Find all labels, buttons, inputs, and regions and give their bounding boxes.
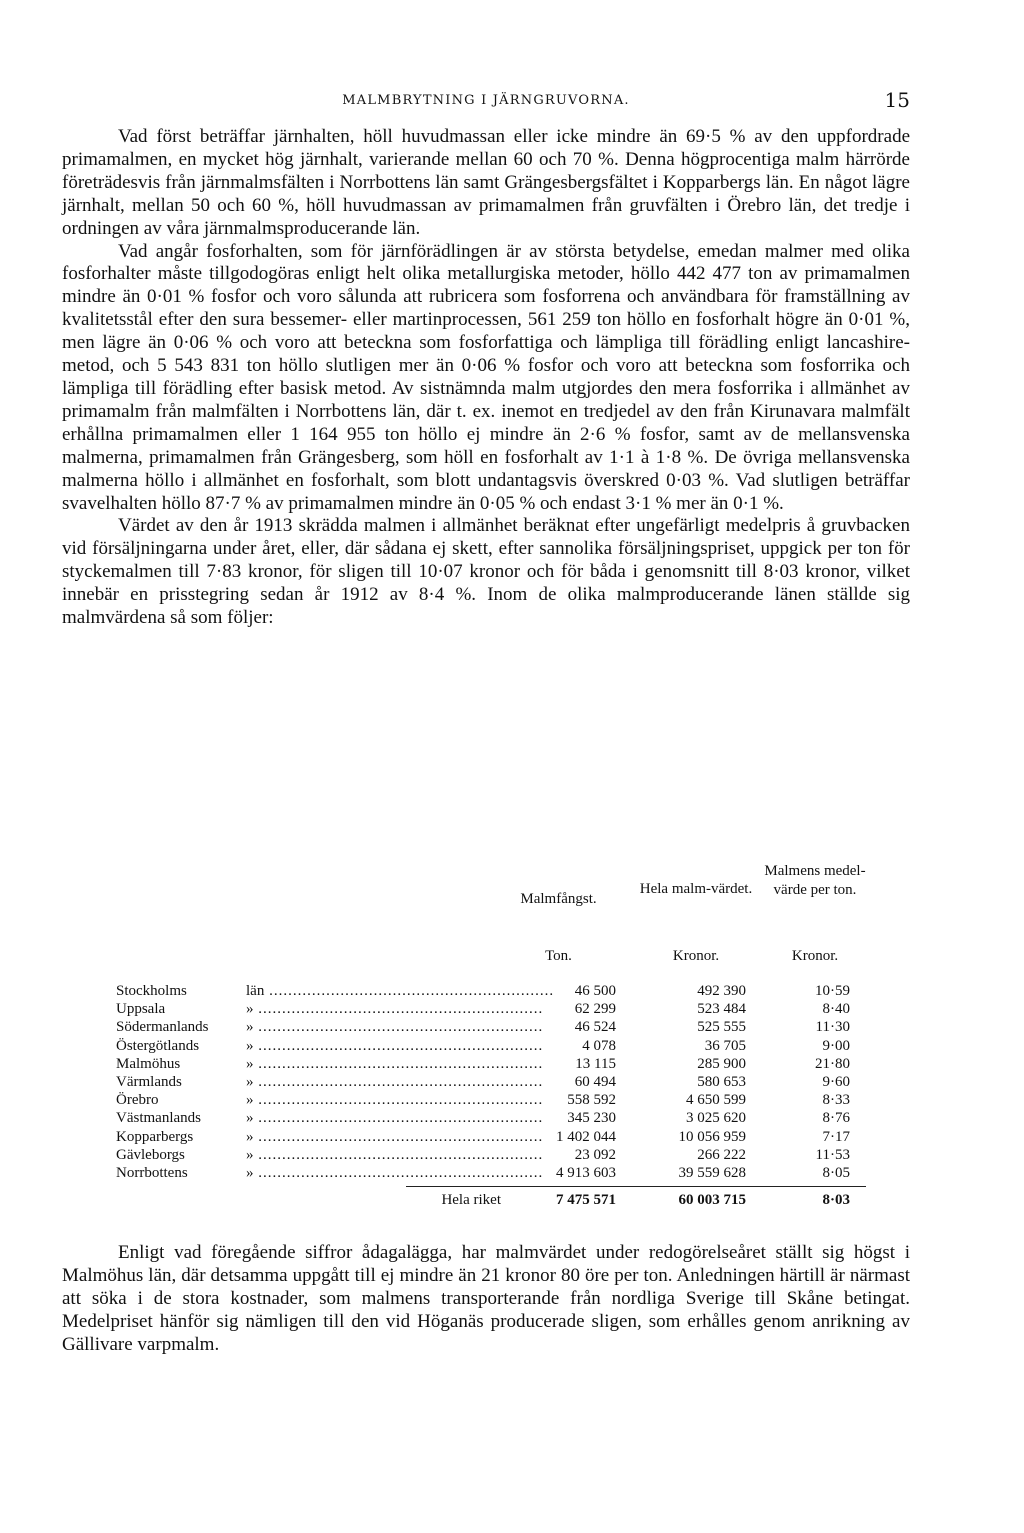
table-row [116, 1000, 866, 1018]
unit-kronor: Kronor. [672, 948, 720, 964]
lan-label: län [246, 983, 265, 999]
total-value-cell: 580 653 [697, 1073, 746, 1090]
county-lan [246, 982, 555, 1000]
county-name: Stockholms [116, 983, 187, 999]
county-name: Kopparbergs [116, 1128, 194, 1145]
per-ton-value: 8·40 [822, 1001, 850, 1018]
county-name: Örebro [116, 1092, 159, 1109]
county-lan [246, 1091, 544, 1109]
total-label: Hela riket [441, 1192, 501, 1209]
per-ton-value: 21·80 [815, 1055, 850, 1072]
total-value-cell: 285 900 [697, 1055, 746, 1072]
closing-text [62, 1242, 910, 1357]
table-row [116, 1091, 866, 1109]
leader-dots: ............................................................ [253, 1110, 544, 1127]
total-per-ton: 8·03 [822, 1192, 850, 1209]
county-lan [246, 1037, 544, 1055]
paragraph-iron-content: Vad först beträffar järnhalten, höll huvudmassan eller icke mindre än 69·5 % av den uppfordrade primamalmen, en mycket hög järnhalt, varierande mellan 60 och 70 %. Denna högprocentiga malm härrörde företrädesvis från järnmalmsfälten i Norrbottens län samt Grängesbergsfältet i Kopparbergs län. En något lägre järnhalt, mellan 50 och 60 %, höll huvudmassan av primamalmen från gruvfälten i Örebro län, det tredje i ordningen av våra järnmalmsproducerande län. [62, 126, 910, 239]
per-ton-value: 9·60 [822, 1073, 850, 1090]
tons-value: 46 524 [574, 1019, 616, 1036]
tons-value: 1 402 044 [556, 1128, 616, 1145]
lan-label: » [246, 1037, 254, 1054]
table-row [116, 1164, 866, 1182]
county-name: Södermanlands [116, 1019, 209, 1036]
table-row [116, 1146, 866, 1164]
table-header [116, 862, 866, 982]
table-total-row [406, 1186, 866, 1213]
county-name: Östergötlands [116, 1037, 200, 1054]
county-name: Norrbottens [116, 1164, 188, 1181]
leader-dots: ............................................................ [253, 1128, 544, 1145]
table-row [116, 1073, 866, 1091]
table-row [116, 1055, 866, 1073]
lan-label: » [246, 1092, 254, 1109]
tons-value: 4 913 603 [556, 1164, 616, 1181]
unit-kronor-per-ton: Kronor. [791, 948, 839, 964]
leader-dots: ............................................................ [253, 1164, 544, 1181]
lan-label: » [246, 1019, 254, 1036]
total-tons: 7 475 571 [556, 1192, 616, 1209]
county-name: Värmlands [116, 1073, 182, 1090]
county-name: Västmanlands [116, 1110, 201, 1127]
table-row [116, 1018, 866, 1036]
total-value-cell: 10 056 959 [678, 1128, 746, 1145]
page-number: 15 [884, 88, 910, 112]
total-value-cell: 4 650 599 [686, 1092, 746, 1109]
ore-value-table [116, 862, 866, 1213]
county-lan [246, 1128, 544, 1146]
leader-dots: ............................................................ [253, 1001, 544, 1018]
county-lan [246, 1146, 544, 1164]
lan-label: » [246, 1055, 254, 1072]
total-value-cell: 492 390 [697, 983, 746, 999]
table-row [116, 982, 866, 1000]
leader-dots: ............................................................ [253, 1055, 544, 1072]
total-value: 60 003 715 [678, 1192, 746, 1209]
lan-label: » [246, 1001, 254, 1018]
per-ton-value: 7·17 [822, 1128, 850, 1145]
header-malmfangst: Malmfångst. [520, 891, 597, 907]
county-lan [246, 1018, 544, 1036]
leader-dots: ............................................................ [253, 1092, 544, 1109]
county-name: Malmöhus [116, 1055, 181, 1072]
leader-dots: ............................................................ [253, 1019, 544, 1036]
per-ton-value: 11·30 [815, 1019, 850, 1036]
unit-ton: Ton. [545, 948, 572, 964]
tons-value: 13 115 [575, 1055, 616, 1072]
lan-label: » [246, 1073, 254, 1090]
table-body [116, 982, 866, 1182]
table-row [116, 1109, 866, 1127]
county-lan [246, 1000, 544, 1018]
paragraph-ore-value: Värdet av den år 1913 skrädda malmen i allmänhet beräknat efter ungefärligt medelpris å gruvbacken vid försäljningarna under året, eller, där sådana ej skett, efter sannolika försäljningspriset, uppgick per ton för styckemalmen till 7·83 kronor, för sligen till 10·07 kronor och för båda i genomsnitt till 8·03 kronor, vilket innebär en prisstegring sedan år 1912 av 8·4 %. Inom de olika malmproducerande länen ställde sig malmvärdena så som följer: [62, 515, 910, 629]
total-value-cell: 36 705 [704, 1037, 746, 1054]
tons-value: 558 592 [567, 1092, 616, 1109]
total-value-cell: 525 555 [697, 1019, 746, 1036]
per-ton-value: 8·76 [822, 1110, 850, 1127]
per-ton-value: 8·33 [822, 1092, 850, 1109]
lan-label: » [246, 1110, 254, 1127]
body-text [62, 126, 910, 630]
lan-label: » [246, 1128, 254, 1145]
tons-value: 46 500 [574, 983, 616, 999]
running-head [62, 88, 910, 112]
tons-value: 345 230 [567, 1110, 616, 1127]
county-name: Gävleborgs [116, 1146, 185, 1163]
header-hela-malmvardet: Hela malm-värdet. [639, 881, 753, 897]
per-ton-value: 8·05 [822, 1164, 850, 1181]
paragraph-phosphorus-content: Vad angår fosforhalten, som för järnförädlingen är av största betydelse, emedan malmer med olika fosforhalter måste tillgodogöras enligt helt olika metallurgiska metoder, höllo 442 477 ton av primamalmen mindre än 0·01 % fosfor och voro sålunda att rubricera som fosforrena och användbara för framställning av kvalitetsstål efter den sura bessemer- eller martinprocessen, 561 259 ton höllo en fosforhalt högre än 0·01 %, men lägre än 0·06 % och voro att beteckna som fosforfattiga och lämpliga till förädling enligt lancashire-metod, och 5 543 831 ton höllo slutligen mer än 0·06 % fosfor och voro att beteckna som fosforrika och lämpliga till förädling efter basisk metod. Av sistnämnda malm utgjordes den mera fosforrika i allmänhet av primamalm från malmfälten i Norrbottens län, där t. ex. inemot en tredjedel av den från Kirunavara malmfält erhållna primamalmen eller 1 164 955 ton höllo ej mindre än 2·6 % fosfor, samt av de mellansvenska malmerna, primamalmen från Grängesberg, som höll en fosforhalt av 1·1 à 1·8 %. De övriga mellansvenska malmerna höllo i allmänhet en fosforhalt, som blott undantagsvis överskred 0·03 %. Vad slutligen beträffar svavelhalten höllo 87·7 % av primamalmen mindre än 0·05 % och endast 3·1 % mer än 0·1 %. [62, 240, 910, 514]
county-lan [246, 1073, 544, 1091]
total-value-cell: 266 222 [697, 1146, 746, 1163]
tons-value: 4 078 [582, 1037, 616, 1054]
leader-dots: ............................................................ [253, 1073, 544, 1090]
total-value-cell: 3 025 620 [686, 1110, 746, 1127]
total-value-cell: 523 484 [697, 1001, 746, 1018]
tons-value: 23 092 [574, 1146, 616, 1163]
table-row [116, 1037, 866, 1055]
per-ton-value: 10·59 [815, 983, 850, 999]
tons-value: 60 494 [574, 1073, 616, 1090]
per-ton-value: 9·00 [822, 1037, 850, 1054]
running-title: MALMBRYTNING I JÄRNGRUVORNA. [342, 93, 630, 108]
county-name: Uppsala [116, 1001, 166, 1018]
leader-dots: ............................................................ [253, 1037, 544, 1054]
total-value-cell: 39 559 628 [678, 1164, 746, 1181]
leader-dots: ............................................................ [253, 1146, 544, 1163]
per-ton-value: 11·53 [815, 1146, 850, 1163]
lan-label: » [246, 1146, 254, 1163]
header-medelvarde: Malmens medel-värde per ton. [764, 863, 866, 898]
leader-dots: ............................................................ [264, 983, 555, 999]
paragraph-conclusion: Enligt vad föregående siffror ådagalägga, har malmvärdet under redogörelseåret ställt sig högst i Malmöhus län, där detsamma uppgått till ej mindre än 21 kronor 80 öre per ton. Anledningen härtill är närmast att söka i de stora kostnader, som malmens transporterande från nordliga Sverige till Skåne betingat. Medelpriset hänför sig nämligen till den vid Höganäs producerade sligen, som erhålles genom anrikning av Gällivare varpmalm. [62, 1242, 910, 1355]
county-lan [246, 1055, 544, 1073]
lan-label: » [246, 1164, 254, 1181]
county-lan [246, 1164, 544, 1182]
county-lan [246, 1109, 544, 1127]
tons-value: 62 299 [574, 1001, 616, 1018]
table-row [116, 1128, 866, 1146]
